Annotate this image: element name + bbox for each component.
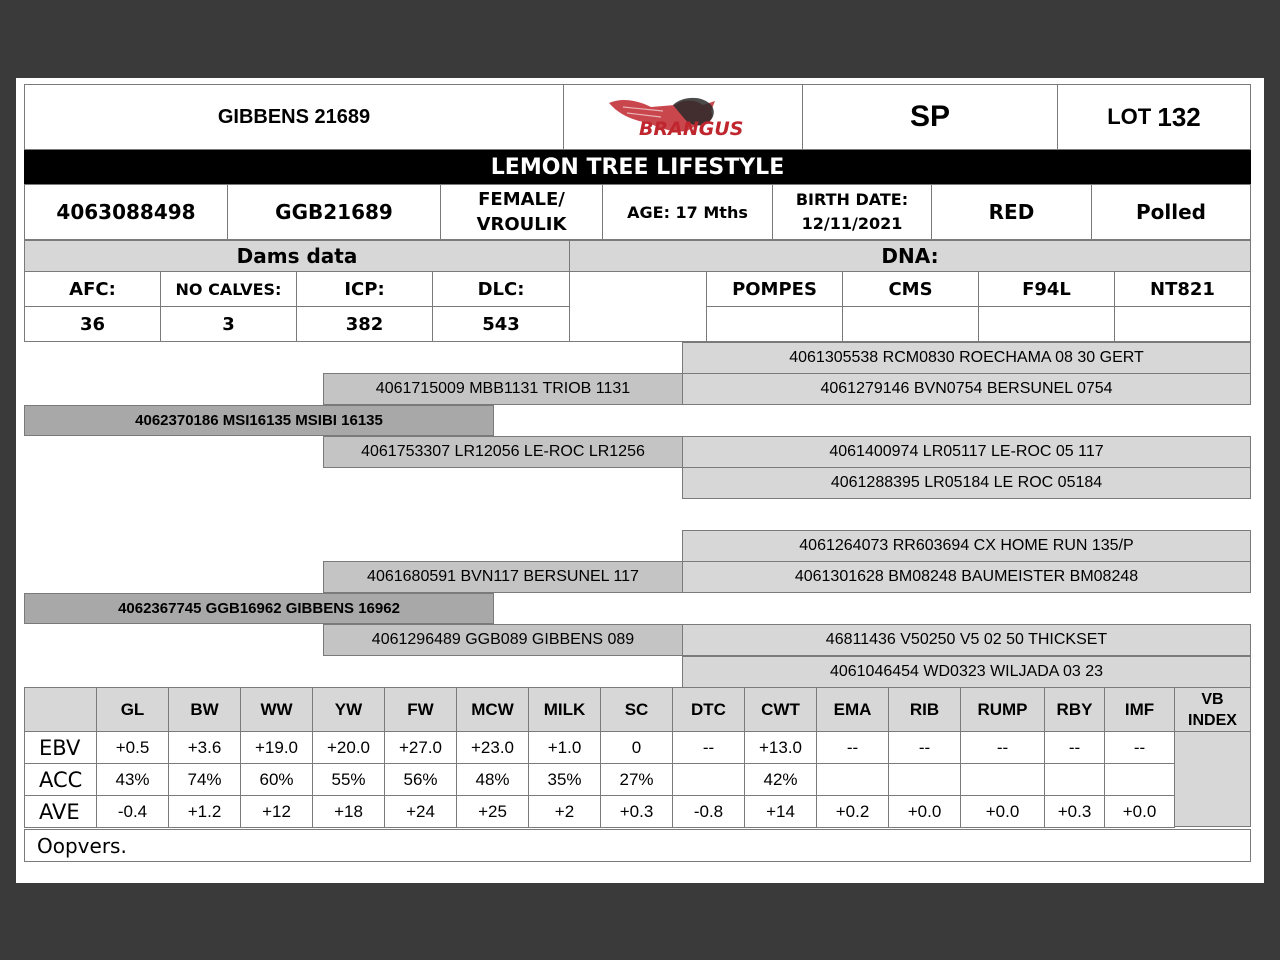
ebv-cell: 48% <box>456 763 529 796</box>
dna-value <box>1114 306 1251 342</box>
ebv-cell: +1.0 <box>528 731 601 765</box>
pedigree-dam: 4062367745 GGB16962 GIBBENS 16962 <box>24 593 494 624</box>
pedigree-sire-sire-sire: 4061305538 RCM0830 ROECHAMA 08 30 GERT <box>682 342 1251 374</box>
ebv-cell: +18 <box>312 795 385 828</box>
ebv-cell: 42% <box>744 763 817 796</box>
ebv-cell: -0.8 <box>672 795 745 828</box>
ebv-cell: +27.0 <box>384 731 457 765</box>
dams-header: ICP: <box>296 271 433 307</box>
dna-blank <box>569 271 707 342</box>
ebv-cell: +0.0 <box>888 795 961 828</box>
ebv-column-header: MILK <box>528 687 601 733</box>
ebv-cell: 35% <box>528 763 601 796</box>
animal-title: LEMON TREE LIFESTYLE <box>24 150 1251 184</box>
dna-heading: DNA: <box>569 240 1251 272</box>
ebv-cell: -0.4 <box>96 795 169 828</box>
ebv-row-label: EBV <box>24 731 97 765</box>
ebv-column-header: IMF <box>1104 687 1175 733</box>
ebv-cell: +0.2 <box>816 795 889 828</box>
ebv-column-header: DTC <box>672 687 745 733</box>
ebv-column-header: WW <box>240 687 313 733</box>
ebv-column-header: RBY <box>1044 687 1105 733</box>
dams-data-heading: Dams data <box>24 240 570 272</box>
ebv-cell: +0.3 <box>600 795 673 828</box>
ebv-row-label: ACC <box>24 763 97 796</box>
ebv-cell: +25 <box>456 795 529 828</box>
ebv-cell: 60% <box>240 763 313 796</box>
ebv-cell: 55% <box>312 763 385 796</box>
ebv-cell: +12 <box>240 795 313 828</box>
pedigree-dam-sire-sire: 4061264073 RR603694 CX HOME RUN 135/P <box>682 530 1251 562</box>
dna-header: NT821 <box>1114 271 1251 307</box>
footer-note: Oopvers. <box>24 829 1251 862</box>
dna-header: POMPES <box>706 271 843 307</box>
ebv-cell: +20.0 <box>312 731 385 765</box>
vb-index-header <box>1174 687 1251 733</box>
ebv-cell: 56% <box>384 763 457 796</box>
ebv-cell: +0.0 <box>1104 795 1175 828</box>
lot-sheet <box>16 78 1264 883</box>
ebv-row-label: AVE <box>24 795 97 828</box>
pedigree-sire-dam: 4061753307 LR12056 LE-ROC LR1256 <box>323 436 683 468</box>
dna-header: CMS <box>842 271 979 307</box>
pedigree-dam-dam-dam: 4061046454 WD0323 WILJADA 03 23 <box>682 656 1251 688</box>
ebv-cell: +1.2 <box>168 795 241 828</box>
ebv-cell: -- <box>816 731 889 765</box>
dams-value: 36 <box>24 306 161 342</box>
ebv-column-header: GL <box>96 687 169 733</box>
horn-status: Polled <box>1091 184 1251 240</box>
ebv-column-header: CWT <box>744 687 817 733</box>
lot-number: LOT 132 <box>1057 84 1251 150</box>
ebv-cell: +0.5 <box>96 731 169 765</box>
ebv-cell: +13.0 <box>744 731 817 765</box>
svg-text:BRANGUS: BRANGUS <box>639 118 744 140</box>
vb-index-line2: INDEX <box>1188 712 1237 729</box>
ebv-cell: +23.0 <box>456 731 529 765</box>
ebv-cell: 0 <box>600 731 673 765</box>
ebv-column-header: BW <box>168 687 241 733</box>
ebv-corner <box>24 687 97 733</box>
ebv-cell: +24 <box>384 795 457 828</box>
ebv-cell: 74% <box>168 763 241 796</box>
ebv-cell <box>960 763 1045 796</box>
ebv-column-header: RUMP <box>960 687 1045 733</box>
pedigree-sire-sire: 4061715009 MBB1131 TRIOB 1131 <box>323 373 683 405</box>
ebv-cell <box>672 763 745 796</box>
pedigree-dam-dam-sire: 46811436 V50250 V5 02 50 THICKSET <box>682 624 1251 656</box>
ebv-cell: -- <box>960 731 1045 765</box>
vb-index-line1: VB <box>1201 691 1224 708</box>
dams-header: DLC: <box>432 271 570 307</box>
ebv-column-header: YW <box>312 687 385 733</box>
dna-value <box>978 306 1115 342</box>
dams-value: 382 <box>296 306 433 342</box>
pedigree-dam-dam: 4061296489 GGB089 GIBBENS 089 <box>323 624 683 656</box>
registration-code: GGB21689 <box>227 184 441 240</box>
pedigree-sire: 4062370186 MSI16135 MSIBI 16135 <box>24 405 494 436</box>
animal-name: GIBBENS 21689 <box>24 84 564 150</box>
ebv-column-header: MCW <box>456 687 529 733</box>
ebv-column-header: RIB <box>888 687 961 733</box>
dna-value <box>842 306 979 342</box>
dna-header: F94L <box>978 271 1115 307</box>
sex: FEMALE/ VROULIK <box>440 184 603 240</box>
ebv-cell: +0.3 <box>1044 795 1105 828</box>
brangus-logo <box>563 84 803 150</box>
dams-header: NO CALVES: <box>160 271 297 307</box>
colour: RED <box>931 184 1092 240</box>
pedigree-dam-sire: 4061680591 BVN117 BERSUNEL 117 <box>323 561 683 593</box>
ebv-cell: +19.0 <box>240 731 313 765</box>
age: AGE: 17 Mths <box>602 184 773 240</box>
dams-value: 3 <box>160 306 297 342</box>
ebv-cell: -- <box>672 731 745 765</box>
dams-header: AFC: <box>24 271 161 307</box>
pedigree-dam-sire-dam: 4061301628 BM08248 BAUMEISTER BM08248 <box>682 561 1251 593</box>
ebv-cell <box>816 763 889 796</box>
vb-index-value <box>1174 731 1251 827</box>
ebv-cell: 27% <box>600 763 673 796</box>
ebv-cell: +2 <box>528 795 601 828</box>
ebv-cell: -- <box>1044 731 1105 765</box>
ebv-cell: +3.6 <box>168 731 241 765</box>
ebv-column-header: EMA <box>816 687 889 733</box>
ebv-cell: 43% <box>96 763 169 796</box>
ebv-cell <box>1044 763 1105 796</box>
dna-value <box>706 306 843 342</box>
ebv-table <box>24 687 1251 830</box>
breed-code: SP <box>802 84 1058 150</box>
ebv-cell <box>888 763 961 796</box>
ebv-cell: +0.0 <box>960 795 1045 828</box>
ebv-cell: +14 <box>744 795 817 828</box>
ebv-cell: -- <box>888 731 961 765</box>
id-number: 4063088498 <box>24 184 228 240</box>
bull-logo-icon <box>603 91 763 143</box>
pedigree-sire-dam-sire: 4061400974 LR05117 LE-ROC 05 117 <box>682 436 1251 468</box>
dams-value: 543 <box>432 306 570 342</box>
ebv-cell: -- <box>1104 731 1175 765</box>
ebv-cell <box>1104 763 1175 796</box>
birth-date: BIRTH DATE: 12/11/2021 <box>772 184 932 240</box>
pedigree-sire-sire-dam: 4061279146 BVN0754 BERSUNEL 0754 <box>682 373 1251 405</box>
pedigree-sire-dam-dam: 4061288395 LR05184 LE ROC 05184 <box>682 467 1251 499</box>
ebv-column-header: FW <box>384 687 457 733</box>
ebv-column-header: SC <box>600 687 673 733</box>
